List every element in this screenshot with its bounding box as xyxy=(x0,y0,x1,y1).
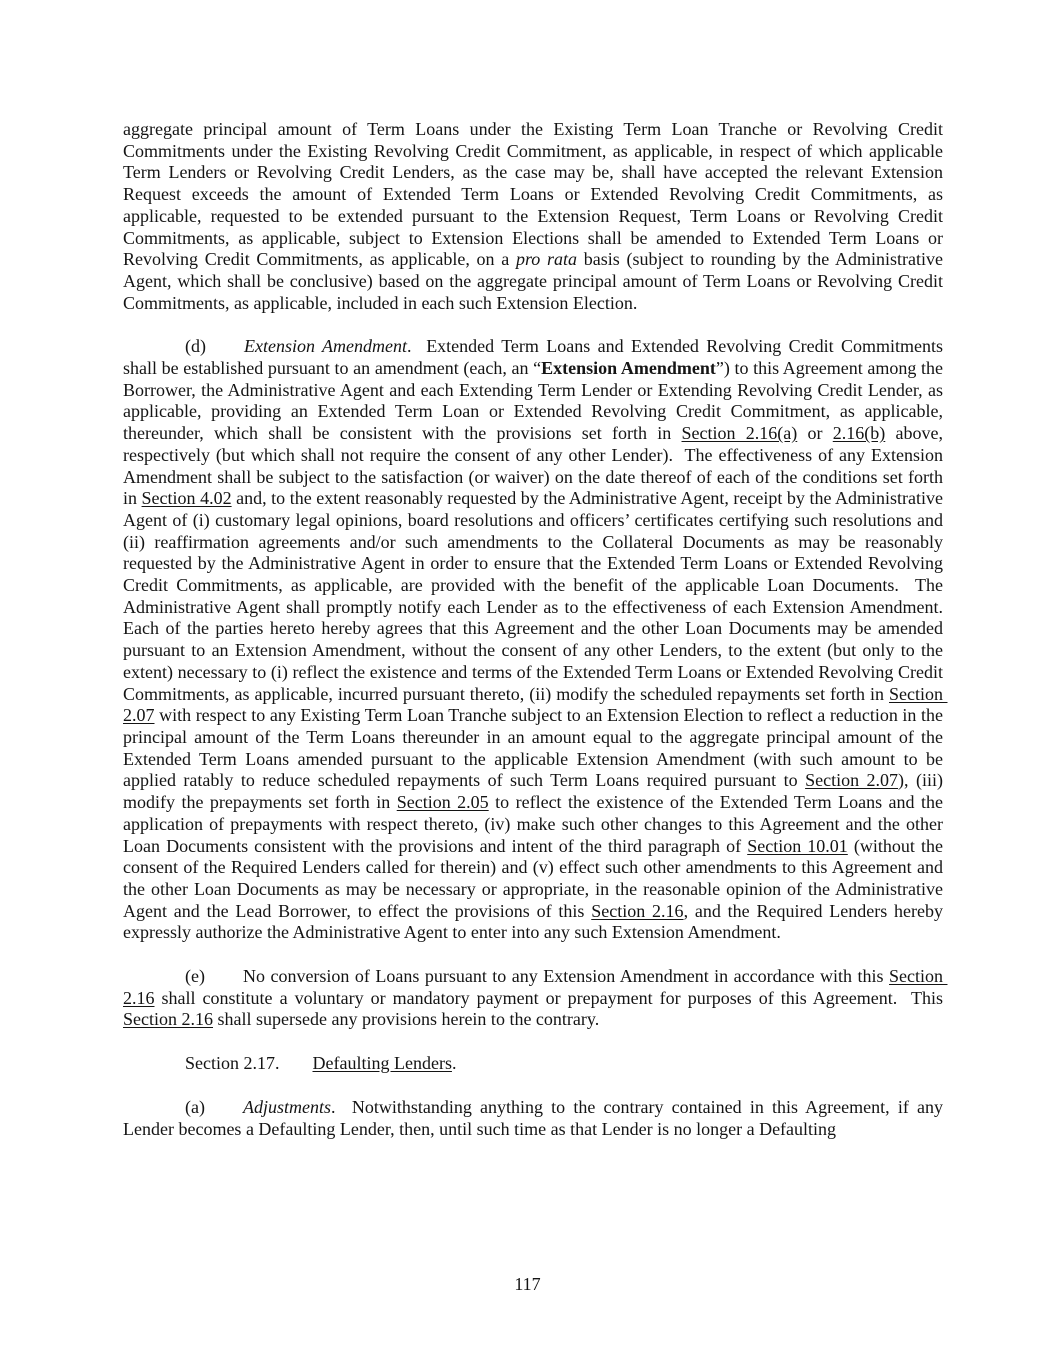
text-run: pro rata xyxy=(515,249,578,270)
section-reference: Section 2.16(a) xyxy=(681,423,798,444)
section-reference: Defaulting Lenders xyxy=(312,1053,452,1074)
text-run: (a) xyxy=(185,1096,205,1117)
page-number: 117 xyxy=(514,1274,541,1294)
section-reference: Section 2.16 xyxy=(123,966,948,1008)
text-run: . Extended Term Loans and Extended Revolving Credit Commitments shall be established pursuant to an amendment (each, an “ xyxy=(123,336,948,379)
text-run: basis (subject to rounding by the Administrative Agent, which shall be conclusive) based on the aggregate principal amount of Term Loans or Revolving Credit Commitments, as applicable, included in each such Extension Election. xyxy=(123,249,948,313)
section-reference: Section 2.07 xyxy=(123,683,948,726)
text-run: above, respectively (but which shall not require the consent of any other Lender). The effectiveness of any Extension Amendment shall be subject to the satisfaction (or waiver) on the date thereof of each of the conditions set forth in xyxy=(123,423,948,509)
text-run: aggregate principal amount of Term Loans under the Existing Term Loan Tranche or Revolving Credit Commitments under the Existing Revolving Credit Commitment, as applicable, in respect of which applicable Term Lenders or Revolving Credit Lenders, as the case may be, shall have accepted the relevant Extension Request exceeds the amount of Extended Term Loans or Extended Revolving Credit Commitments, as applicable, requested to be extended pursuant to the Extension Request, Term Loans or Revolving Credit Commitments, as applicable, subject to Extension Elections shall be amended to Extended Term Loans or Revolving Credit Commitments, as applicable, on a xyxy=(123,119,948,270)
paragraph-continuation xyxy=(123,119,948,314)
section-reference: Section 2.05 xyxy=(396,792,489,813)
section-reference: Section 2.16 xyxy=(591,900,684,921)
text-run: (without the consent of the Required Lenders called for therein) and (v) effect such other amendments to this Agreement and the other Loan Documents as may be necessary or appropriate, in the reasonable opinion of the Administrative Agent and the Lead Borrower, to effect the provisions of this xyxy=(123,835,948,921)
paragraph-e-no-conversion xyxy=(123,966,948,1031)
document-body xyxy=(123,119,952,1140)
text-run: . Notwithstanding anything to the contrary contained in this Agreement, if any Lender becomes a Defaulting Lender, then, until such time as that Lender is no longer a Defaulting xyxy=(123,1096,948,1139)
text-run: shall supersede any provisions herein to the contrary. xyxy=(213,1009,600,1030)
text-run: ), (iii) modify the prepayments set forth in xyxy=(123,770,948,813)
text-run: shall constitute a voluntary or mandatory payment or prepayment for purposes of this Agreement. This xyxy=(154,987,948,1008)
text-run: . xyxy=(451,1053,457,1074)
section-reference: Section 2.07 xyxy=(805,770,899,791)
text-run: No conversion of Loans pursuant to any Extension Amendment in accordance with this xyxy=(242,966,889,987)
text-run: ”) to this Agreement among the Borrower, the Administrative Agent and each Extending Term Lender or Extending Revolving Credit Lender, as applicable, providing an Extended Term Loan or Extended Revolving Credit Commitment, as applicable, thereunder, which shall be consistent with the provisions set forth in xyxy=(123,358,948,444)
section-reference: Section 4.02 xyxy=(141,488,232,509)
text-run: Adjustments xyxy=(242,1096,331,1117)
text-run: (e) xyxy=(185,966,205,987)
text-run: , and the Required Lenders hereby expressly authorize the Administrative Agent to enter into any such Extension Amendment. xyxy=(123,900,948,943)
text-run: Extension Amendment xyxy=(244,336,407,357)
section-heading-defaulting-lenders xyxy=(123,1053,943,1075)
paragraph-d-extension-amendment xyxy=(123,336,952,944)
text-run: with respect to any Existing Term Loan Tranche subject to an Extension Election to reflect a reduction in the principal amount of the Term Loans thereunder in an amount equal to the aggregate principal amount of the Extended Term Loans amended pursuant to the applicable Extension Amendment (with such amount to be applied ratably to reduce scheduled repayments of such Term Loans required pursuant to xyxy=(123,705,948,791)
paragraph-a-adjustments xyxy=(123,1096,948,1140)
section-reference: Section 2.16 xyxy=(123,1009,213,1030)
text-run: (d) xyxy=(185,336,206,357)
text-run: Section 2.17. xyxy=(185,1053,280,1074)
section-reference: 2.16(b) xyxy=(832,423,886,444)
text-run: to reflect the existence of the Extended Term Loans and the application of prepayments with respect thereto, (iv) make such other changes to this Agreement and the other Loan Documents consistent with the provisions and intent of the third paragraph of xyxy=(123,792,948,856)
text-run: or xyxy=(797,423,833,444)
text-run: Extension Amendment xyxy=(541,358,716,379)
section-reference: Section 10.01 xyxy=(747,835,848,856)
text-run: and, to the extent reasonably requested by the Administrative Agent, receipt by the Administrative Agent of (i) customary legal opinions, board resolutions and officers’ certificates certifying such resolutions and (ii) reaffirmation agreements and/or such amendments to the Collateral Documents as may be reasonably requested by the Administrative Agent in order to ensure that the Extended Term Loans or Extended Revolving Credit Commitments, as applicable, are provided with the benefit of the applicable Loan Documents. The Administrative Agent shall promptly notify each Lender as to the effectiveness of each Extension Amendment. Each of the parties hereto hereby agrees that this Agreement and the other Loan Documents may be amended pursuant to an Extension Amendment, without the consent of any other Lenders, to the extent (but only to the extent) necessary to (i) reflect the existence and terms of the Extended Term Loans or Extended Revolving Credit Commitments, as applicable, incurred pursuant thereto, (ii) modify the scheduled repayments set forth in xyxy=(123,488,952,704)
